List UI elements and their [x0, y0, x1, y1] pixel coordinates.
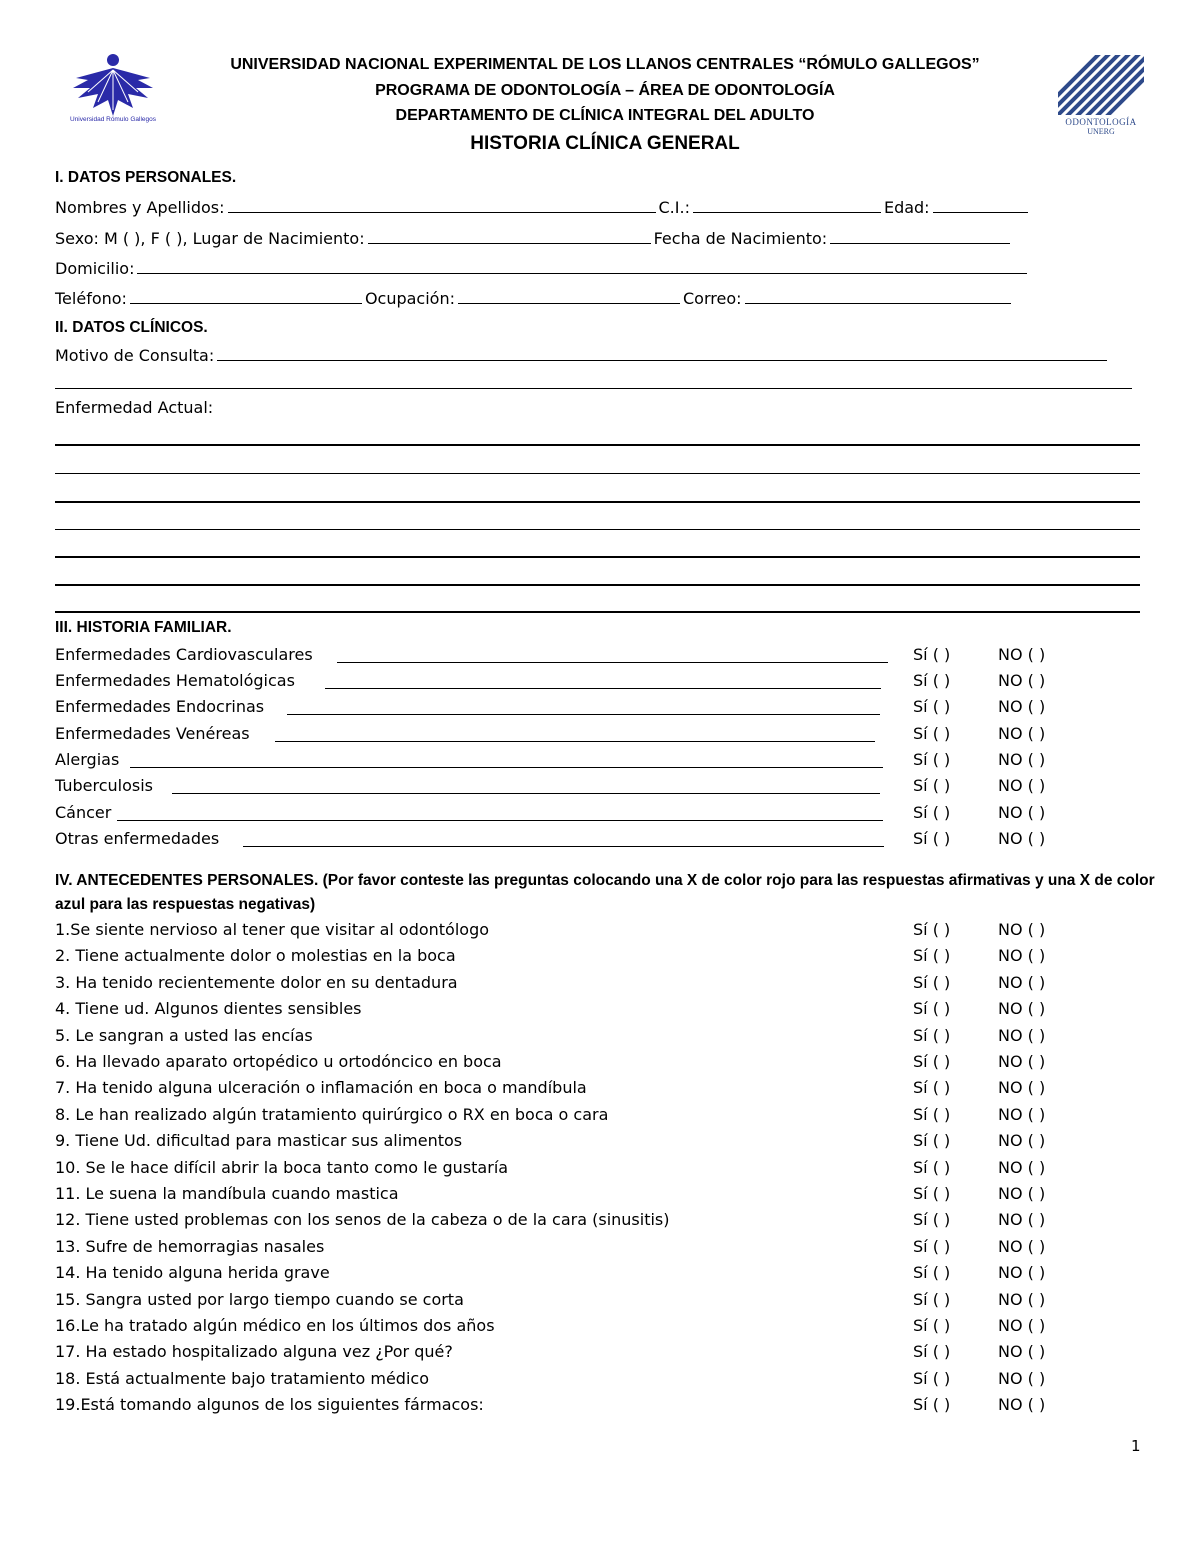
- question-label: 11. Le suena la mandíbula cuando mastica: [55, 1184, 399, 1203]
- si-checkbox[interactable]: Sí ( ): [913, 671, 951, 690]
- enfermedad-line[interactable]: [55, 501, 1140, 503]
- nombres-label: Nombres y Apellidos:: [55, 198, 225, 217]
- fecha-nacimiento-label: Fecha de Nacimiento:: [653, 229, 828, 248]
- si-checkbox[interactable]: Sí ( ): [913, 750, 951, 769]
- no-checkbox[interactable]: NO ( ): [998, 946, 1046, 966]
- antecedent-question-row: [55, 920, 1075, 944]
- no-checkbox[interactable]: NO ( ): [998, 1131, 1046, 1151]
- family-history-row: [55, 671, 1075, 695]
- no-checkbox[interactable]: NO ( ): [998, 972, 1046, 992]
- department-name: DEPARTAMENTO DE CLÍNICA INTEGRAL DEL ADULTO: [395, 107, 815, 124]
- no-checkbox[interactable]: NO ( ): [998, 1078, 1046, 1098]
- no-checkbox[interactable]: NO ( ): [998, 1104, 1046, 1124]
- question-label: 10. Se le hace difícil abrir la boca tanto como le gustaría: [55, 1157, 509, 1177]
- antecedent-question-row: [55, 1369, 1075, 1393]
- family-history-row: [55, 803, 1075, 827]
- question-label: 8. Le han realizado algún tratamiento quirúrgico o RX en boca o cara: [55, 1104, 609, 1124]
- sexo-lugar-label: Sexo: M ( ), F ( ), Lugar de Nacimiento:: [55, 229, 365, 248]
- si-checkbox[interactable]: Sí ( ): [913, 1236, 951, 1256]
- si-checkbox[interactable]: Sí ( ): [913, 1078, 951, 1098]
- domicilio-field[interactable]: [137, 259, 1027, 274]
- question-label: 17. Ha estado hospitalizado alguna vez ¿Por qué?: [55, 1342, 453, 1362]
- si-checkbox[interactable]: Sí ( ): [913, 1131, 951, 1151]
- si-checkbox[interactable]: Sí ( ): [913, 1025, 951, 1045]
- family-history-row: [55, 724, 1075, 748]
- si-checkbox[interactable]: Sí ( ): [913, 1342, 951, 1362]
- family-condition-label: Enfermedades Hematológicas: [55, 671, 295, 690]
- antecedent-question-row: [55, 1210, 1075, 1234]
- family-condition-field[interactable]: [275, 741, 875, 742]
- enfermedad-line[interactable]: [55, 611, 1140, 613]
- si-checkbox[interactable]: Sí ( ): [913, 920, 951, 939]
- no-checkbox[interactable]: NO ( ): [998, 999, 1046, 1019]
- si-checkbox[interactable]: Sí ( ): [913, 999, 951, 1019]
- motivo-label: Motivo de Consulta:: [55, 346, 215, 365]
- university-logo: [68, 50, 158, 130]
- question-label: 6. Ha llevado aparato ortopédico u ortodóncico en boca: [55, 1052, 502, 1071]
- si-checkbox[interactable]: Sí ( ): [913, 1316, 951, 1335]
- question-label: 2. Tiene actualmente dolor o molestias en la boca: [55, 946, 456, 966]
- antecedent-question-row: [55, 1052, 1075, 1076]
- family-history-row: [55, 829, 1075, 853]
- question-label: 7. Ha tenido alguna ulceración o inflamación en boca o mandíbula: [55, 1078, 587, 1098]
- family-condition-label: Cáncer: [55, 803, 112, 822]
- no-checkbox[interactable]: NO ( ): [998, 776, 1046, 795]
- family-history-row: [55, 776, 1075, 800]
- si-checkbox[interactable]: Sí ( ): [913, 1184, 951, 1203]
- question-label: 13. Sufre de hemorragias nasales: [55, 1236, 325, 1256]
- question-label: 9. Tiene Ud. dificultad para masticar sus alimentos: [55, 1131, 463, 1151]
- section-clinical-heading: II. DATOS CLÍNICOS.: [55, 319, 208, 336]
- family-condition-label: Enfermedades Venéreas: [55, 724, 250, 743]
- antecedent-question-row: [55, 999, 1075, 1023]
- antecedent-question-row: [55, 1026, 1075, 1050]
- si-checkbox[interactable]: Sí ( ): [913, 803, 951, 822]
- antecedent-question-row: [55, 1184, 1075, 1208]
- si-checkbox[interactable]: Sí ( ): [913, 645, 951, 664]
- domicilio-label: Domicilio:: [55, 259, 135, 278]
- antecedent-question-row: [55, 1131, 1075, 1155]
- family-condition-field[interactable]: [325, 688, 881, 689]
- edad-label: Edad:: [883, 198, 930, 217]
- antecedent-question-row: [55, 973, 1075, 997]
- family-history-row: [55, 750, 1075, 774]
- no-checkbox[interactable]: NO ( ): [998, 724, 1046, 743]
- personal-row-2: [55, 229, 1013, 248]
- enfermedad-line[interactable]: [55, 473, 1140, 474]
- family-condition-field[interactable]: [117, 820, 883, 821]
- si-checkbox[interactable]: Sí ( ): [913, 972, 951, 992]
- ocupacion-field[interactable]: [458, 289, 680, 304]
- no-checkbox[interactable]: NO ( ): [998, 1368, 1046, 1388]
- si-checkbox[interactable]: Sí ( ): [913, 776, 951, 795]
- no-checkbox[interactable]: NO ( ): [998, 1342, 1046, 1362]
- family-condition-field[interactable]: [337, 662, 888, 663]
- correo-field[interactable]: [745, 289, 1011, 304]
- no-checkbox[interactable]: NO ( ): [998, 1263, 1046, 1283]
- no-checkbox[interactable]: NO ( ): [998, 1052, 1046, 1071]
- si-checkbox[interactable]: Sí ( ): [913, 724, 951, 743]
- antecedent-question-row: [55, 1237, 1075, 1261]
- enfermedad-actual-label: Enfermedad Actual:: [55, 398, 214, 417]
- si-checkbox[interactable]: Sí ( ): [913, 1395, 951, 1415]
- antecedent-question-row: [55, 1290, 1075, 1314]
- si-checkbox[interactable]: Sí ( ): [913, 1289, 951, 1309]
- odontologia-logo: [1058, 55, 1146, 135]
- section-family-heading: III. HISTORIA FAMILIAR.: [55, 619, 232, 636]
- no-checkbox[interactable]: NO ( ): [998, 829, 1046, 848]
- no-checkbox[interactable]: NO ( ): [998, 1236, 1046, 1256]
- si-checkbox[interactable]: Sí ( ): [913, 1104, 951, 1124]
- personal-row-3: [55, 259, 1030, 278]
- question-label: 14. Ha tenido alguna herida grave: [55, 1263, 330, 1283]
- antecedent-question-row: [55, 1263, 1075, 1287]
- motivo-continuation-line[interactable]: [55, 388, 1132, 389]
- family-condition-label: Enfermedades Endocrinas: [55, 697, 265, 716]
- question-label: 3. Ha tenido recientemente dolor en su dentadura: [55, 972, 458, 992]
- family-condition-label: Tuberculosis: [55, 776, 153, 795]
- family-condition-label: Enfermedades Cardiovasculares: [55, 645, 313, 664]
- correo-label: Correo:: [683, 289, 742, 308]
- enfermedad-line[interactable]: [55, 584, 1140, 586]
- fecha-nacimiento-field[interactable]: [830, 229, 1010, 244]
- antecedent-question-row: [55, 1316, 1075, 1340]
- ci-field[interactable]: [693, 198, 881, 213]
- family-history-row: [55, 697, 1075, 721]
- family-condition-label: Otras enfermedades: [55, 829, 220, 848]
- enfermedad-line[interactable]: [55, 556, 1140, 558]
- page-number: 1: [1131, 1437, 1141, 1455]
- motivo-field[interactable]: [217, 346, 1107, 361]
- question-label: 16.Le ha tratado algún médico en los últimos dos años: [55, 1316, 495, 1335]
- no-checkbox[interactable]: NO ( ): [998, 697, 1046, 716]
- antecedent-question-row: [55, 1395, 1075, 1419]
- question-label: 12. Tiene usted problemas con los senos de la cabeza o de la cara (sinusitis): [55, 1210, 670, 1230]
- antecedent-question-row: [55, 1078, 1075, 1102]
- family-history-row: [55, 645, 1075, 669]
- left-logo-caption: Universidad Rómulo Gallegos: [70, 116, 156, 123]
- university-name: UNIVERSIDAD NACIONAL EXPERIMENTAL DE LOS LLANOS CENTRALES “RÓMULO GALLEGOS”: [230, 56, 980, 73]
- ocupacion-label: Ocupación:: [364, 289, 455, 308]
- antecedent-question-row: [55, 1342, 1075, 1366]
- antecedent-question-row: [55, 946, 1075, 970]
- personal-row-4: [55, 289, 1014, 308]
- no-checkbox[interactable]: NO ( ): [998, 750, 1046, 769]
- question-label: 19.Está tomando algunos de los siguientes fármacos:: [55, 1395, 484, 1415]
- antecedent-question-row: [55, 1105, 1075, 1129]
- personal-row-1: [55, 198, 1031, 217]
- question-label: 5. Le sangran a usted las encías: [55, 1025, 313, 1045]
- edad-field[interactable]: [933, 198, 1028, 213]
- telefono-field[interactable]: [130, 289, 362, 304]
- nombres-field[interactable]: [228, 198, 656, 213]
- no-checkbox[interactable]: NO ( ): [998, 920, 1046, 939]
- right-logo-caption: ODONTOLOGÍA: [1065, 117, 1137, 127]
- antecedent-question-row: [55, 1158, 1075, 1182]
- family-condition-field[interactable]: [172, 793, 880, 794]
- question-label: 18. Está actualmente bajo tratamiento médico: [55, 1368, 429, 1388]
- si-checkbox[interactable]: Sí ( ): [913, 697, 951, 716]
- no-checkbox[interactable]: NO ( ): [998, 1025, 1046, 1045]
- right-logo-subcaption: UNERG: [1087, 127, 1115, 136]
- no-checkbox[interactable]: NO ( ): [998, 1184, 1046, 1203]
- section-antecedents-heading: IV. ANTECEDENTES PERSONALES.: [55, 872, 319, 889]
- document-title: HISTORIA CLÍNICA GENERAL: [470, 133, 740, 154]
- program-name: PROGRAMA DE ODONTOLOGÍA – ÁREA DE ODONTOLOGÍA: [375, 82, 835, 99]
- no-checkbox[interactable]: NO ( ): [998, 1210, 1046, 1230]
- section-personal-heading: I. DATOS PERSONALES.: [55, 169, 237, 186]
- question-label: 4. Tiene ud. Algunos dientes sensibles: [55, 999, 362, 1019]
- si-checkbox[interactable]: Sí ( ): [913, 946, 951, 966]
- enfermedad-line[interactable]: [55, 529, 1140, 530]
- telefono-label: Teléfono:: [55, 289, 127, 308]
- no-checkbox[interactable]: NO ( ): [998, 803, 1046, 822]
- no-checkbox[interactable]: NO ( ): [998, 1316, 1046, 1335]
- antecedents-instructions: (Por favor conteste las preguntas colocando una X de color rojo para las respuestas afirmativas y una X de color azul para las respuestas negativas): [55, 872, 1155, 913]
- family-condition-label: Alergias: [55, 750, 120, 769]
- motivo-row: [55, 346, 1110, 365]
- si-checkbox[interactable]: Sí ( ): [913, 1052, 951, 1071]
- family-condition-field[interactable]: [243, 846, 884, 847]
- si-checkbox[interactable]: Sí ( ): [913, 1263, 951, 1283]
- question-label: 1.Se siente nervioso al tener que visitar al odontólogo: [55, 920, 490, 939]
- si-checkbox[interactable]: Sí ( ): [913, 829, 951, 848]
- no-checkbox[interactable]: NO ( ): [998, 1395, 1046, 1415]
- no-checkbox[interactable]: NO ( ): [998, 671, 1046, 690]
- no-checkbox[interactable]: NO ( ): [998, 645, 1046, 664]
- lugar-nacimiento-field[interactable]: [368, 229, 651, 244]
- si-checkbox[interactable]: Sí ( ): [913, 1157, 951, 1177]
- si-checkbox[interactable]: Sí ( ): [913, 1368, 951, 1388]
- family-condition-field[interactable]: [287, 714, 880, 715]
- ci-label: C.I.:: [658, 198, 690, 217]
- antecedents-header: [55, 869, 1155, 917]
- no-checkbox[interactable]: NO ( ): [998, 1289, 1046, 1309]
- question-label: 15. Sangra usted por largo tiempo cuando se corta: [55, 1289, 464, 1309]
- no-checkbox[interactable]: NO ( ): [998, 1157, 1046, 1177]
- si-checkbox[interactable]: Sí ( ): [913, 1210, 951, 1230]
- family-condition-field[interactable]: [130, 767, 883, 768]
- enfermedad-line[interactable]: [55, 444, 1140, 446]
